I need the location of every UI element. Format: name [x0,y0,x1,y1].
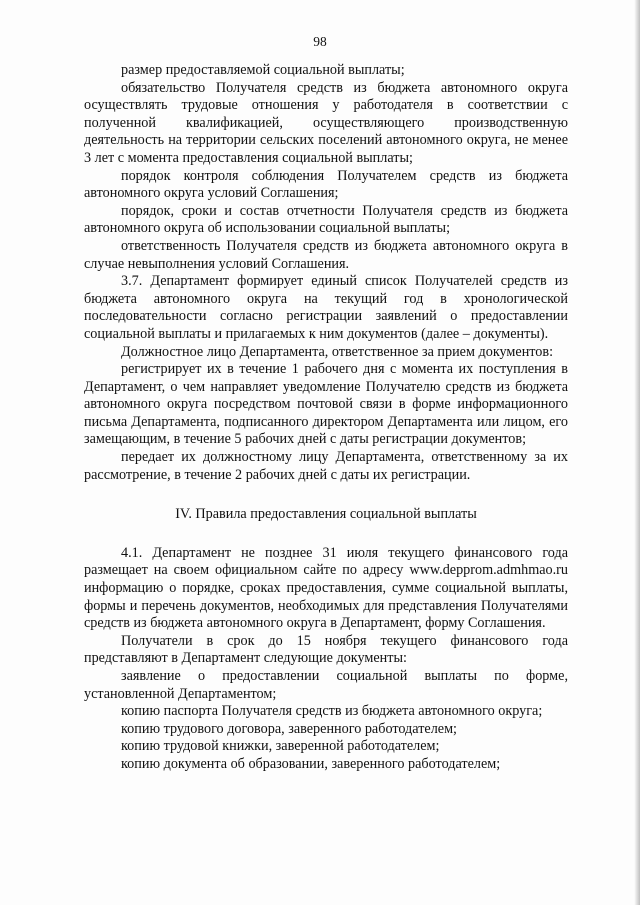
paragraph: заявление о предоставлении социальной выплаты по форме, установленной Департаментом; [84,668,568,702]
paragraph: копию трудового договора, заверенного работодателем; [121,720,457,737]
paragraph: 4.1. Департамент не позднее 31 июля текущего финансового года размещает на своем официальном сайте по адресу www.depprom.admhmao.ru информацию о порядке, сроках предоставления, сумме социальной выплаты, формы и перечень документов, необходимых для представления Получателями средств из бюджета автономного округа в Департамент, форму Соглашения. [84,544,568,632]
paragraph: копию паспорта Получателя средств из бюджета автономного округа; [121,703,543,720]
paragraph: Получатели в срок до 15 ноября текущего финансового года представляют в Департамент следующие документы: [84,632,568,667]
paragraph: порядок, сроки и состав отчетности Получателя средств из бюджета автономного округа об использовании социальной выплаты; [84,202,568,237]
document-body [84,62,568,774]
paragraph: порядок контроля соблюдения Получателем средств из бюджета автономного округа условий Соглашения; [84,167,568,202]
page-number: 98 [313,34,327,49]
paragraph: копию документа об образовании, заверенного работодателем; [121,755,501,772]
paragraph: 3.7. Департамент формирует единый список Получателей средств из бюджета автономного округа на текущий год в хронологической последовательности согласно регистрации заявлений о предоставлении социальной выплаты и прилагаемых к ним документов (далее – документы). [84,273,568,342]
paragraph: Должностное лицо Департамента, ответственное за прием документов: [121,343,554,360]
paragraph: обязательство Получателя средств из бюджета автономного округа осуществлять трудовые отношения у работодателя в соответствии с полученной квалификацией, осуществляющего производственную деятельность на территории сельских поселений автономного округа, не менее 3 лет с момента предоставления социальной выплаты; [84,79,568,166]
paragraph: копию трудовой книжки, заверенной работодателем; [121,738,440,755]
paragraph: ответственность Получателя средств из бюджета автономного округа в случае невыполнения условий Соглашения. [84,237,568,272]
paragraph: размер предоставляемой социальной выплаты; [121,62,405,78]
section-heading: IV. Правила предоставления социальной выплаты [175,506,477,523]
paragraph: передает их должностному лицу Департамента, ответственному за их рассмотрение, в течение 2 рабочих дней с даты их регистрации. [84,449,568,483]
page-edge-shadow [634,0,640,905]
paragraph: регистрирует их в течение 1 рабочего дня с момента их поступления в Департамент, о чем направляет уведомление Получателю средств из бюджета автономного округа посредством почтовой связи в форме информационного письма Департамента, подписанного директором Департамента или лицом, его замещающим, в течение 5 рабочих дней с даты регистрации документов; [84,361,568,448]
